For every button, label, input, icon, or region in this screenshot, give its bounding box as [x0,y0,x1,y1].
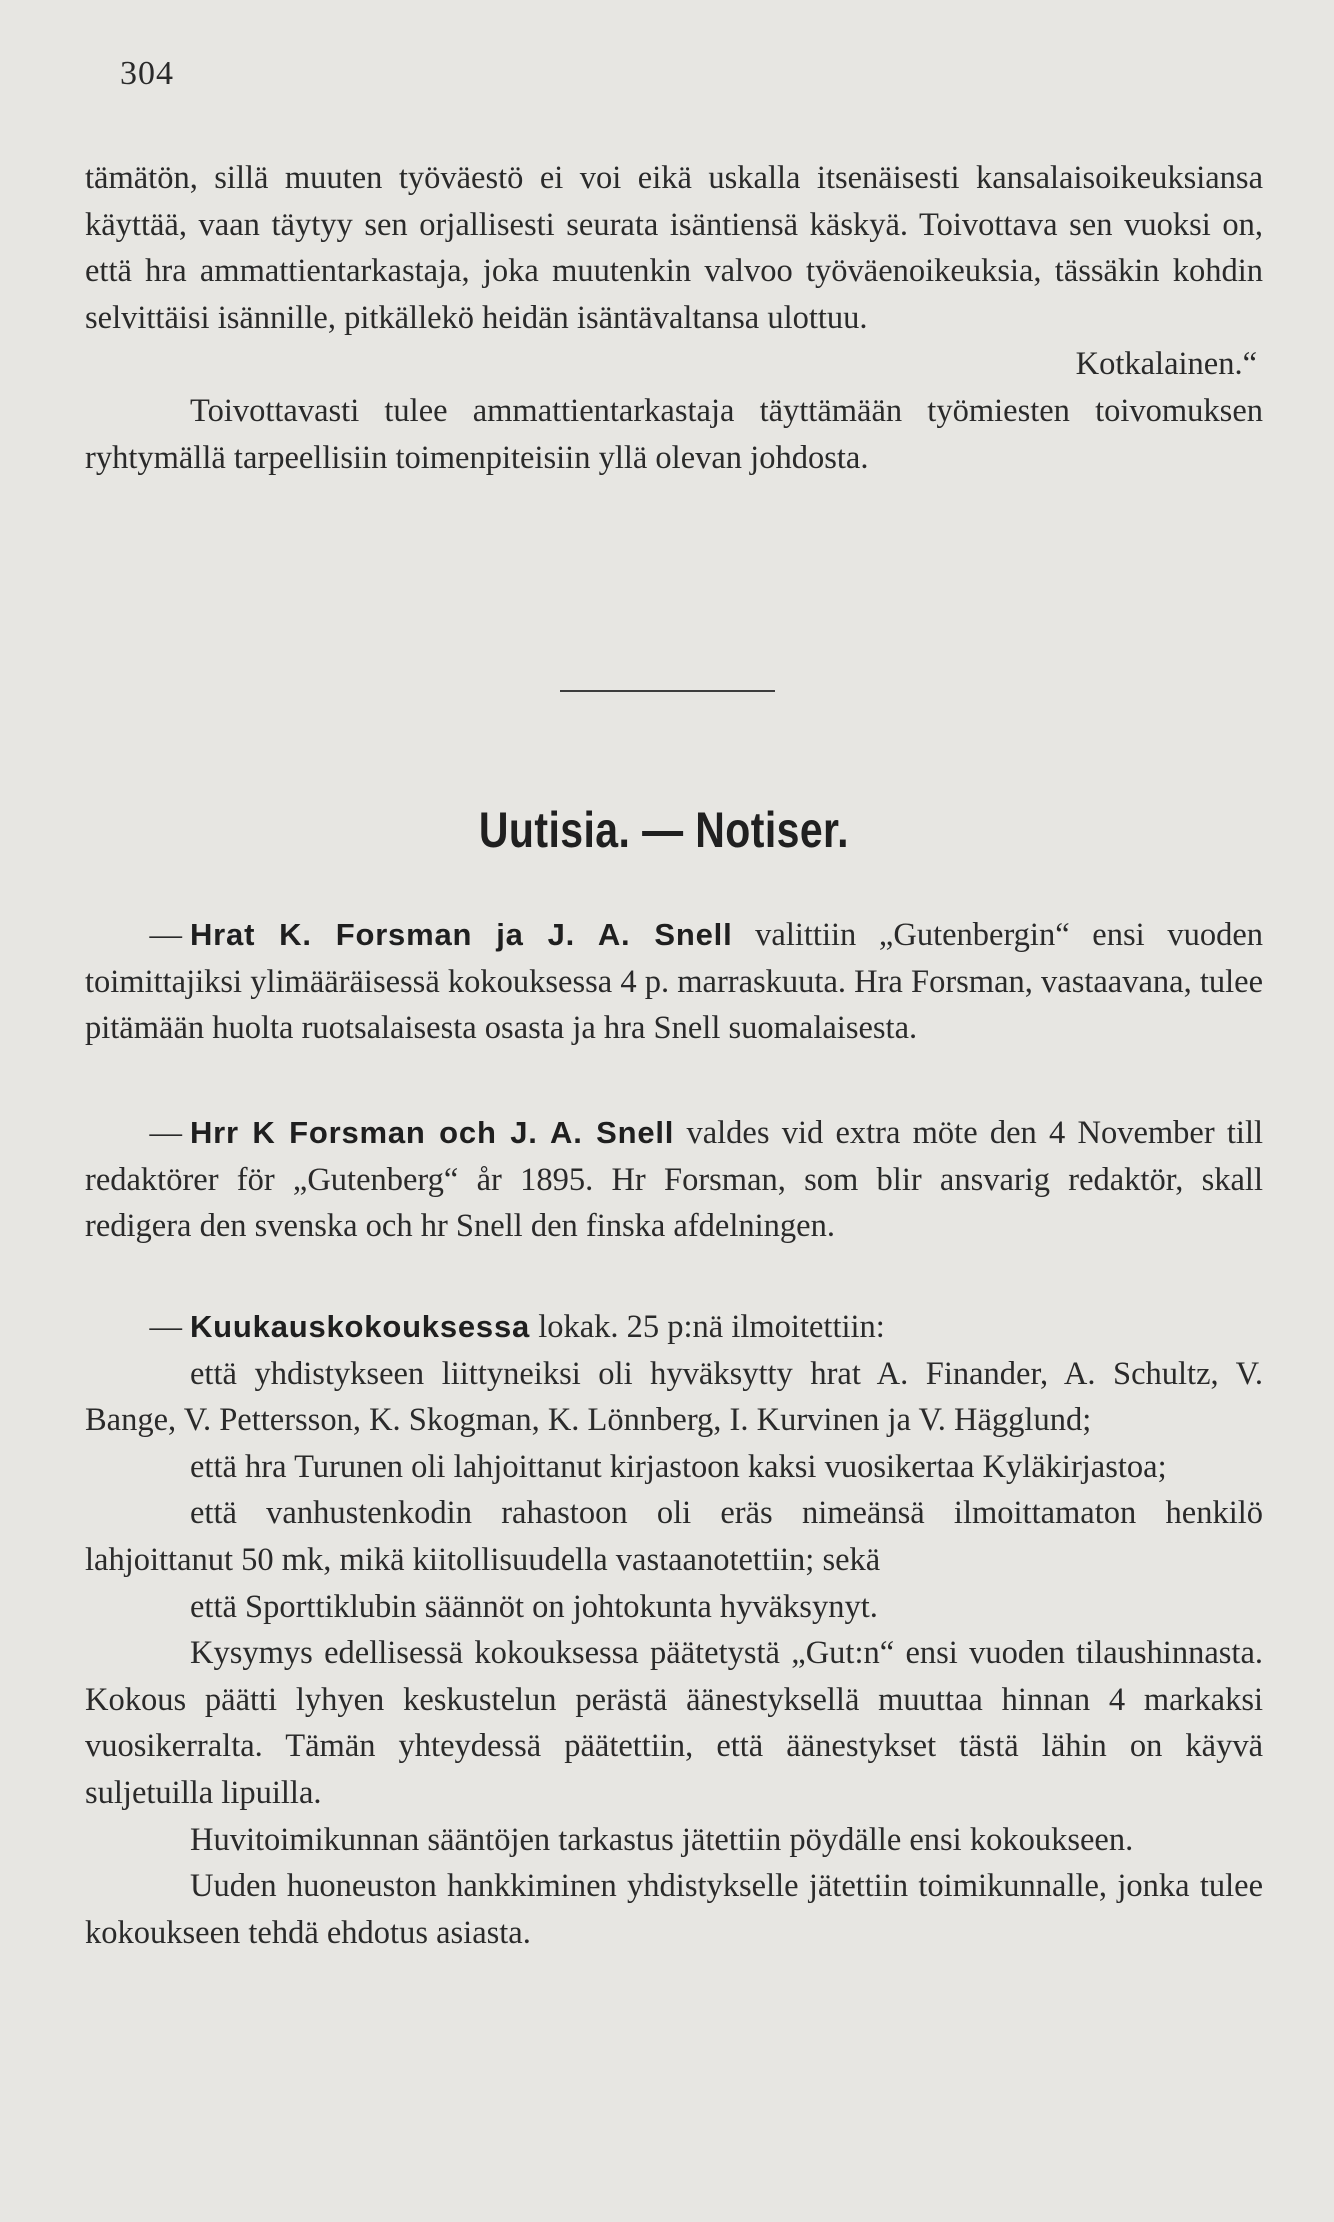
news-item [85,912,1263,1052]
article-paragraph: tämätön, sillä muuten työväestö ei voi eikä uskalla itsenäisesti kansalaisoikeuksiansa käyttää, vaan täytyy sen orjallisesti seurata isäntiensä käskyä. Toivottava sen vuoksi on, että hra ammattientarkastaja, joka muutenkin valvoo työväenoikeuksia, tässäkin kohdin selvittäisi isännille, pitkällekö heidän isäntävaltansa ulottuu. [85,160,1263,336]
meeting-item: Huvitoimikunnan sääntöjen tarkastus jätettiin pöydälle ensi kokoukseen. [190,1821,1134,1858]
news-item [85,1110,1263,1250]
news-dash: — [149,1115,182,1151]
meeting-item: että hra Turunen oli lahjoittanut kirjastoon kaksi vuosikertaa Kyläkirjastoa; [190,1448,1167,1485]
page-number: 304 [120,55,174,92]
continued-article [85,155,1263,481]
news-item [85,1304,1263,1956]
meeting-item: että yhdistykseen liittyneiksi oli hyväksytty hrat A. Finander, A. Schultz, V. Bange, V. Pettersson, K. Skogman, K. Lönnberg, I. Kurvinen ja V. Hägglund; [85,1355,1263,1439]
meeting-item: Kysymys edellisessä kokouksessa päätetystä „Gut:n“ ensi vuoden tilaushinnasta. Kokous päätti lyhyen keskustelun perästä äänestyksellä muuttaa hinnan 4 markaksi vuosikerralta. Tämän yhteydessä päätettiin, että äänestykset tästä lähin on käyvä suljetuilla lipuilla. [85,1635,1263,1811]
editorial-note: Toivottavasti tulee ammattientarkastaja täyttämään työmiesten toivomuksen ryhtymällä tarpeellisiin toimenpiteisiin yllä olevan johdosta. [85,392,1263,476]
news-lead: Hrr K Forsman och J. A. Snell [190,1115,675,1150]
meeting-item: että vanhustenkodin rahastoon oli eräs nimeänsä ilmoittamaton henkilö lahjoittanut 50 mk, mikä kiitollisuudella vastaanotettiin; sekä [85,1495,1263,1578]
meeting-item: Uuden huoneuston hankkiminen yhdistykselle jätettiin toimikunnalle, jonka tulee kokoukseen tehdä ehdotus asiasta. [85,1868,1263,1951]
meeting-item: että Sporttiklubin säännöt on johtokunta hyväksynyt. [190,1588,878,1625]
news-dash: — [149,917,182,953]
news-lead: Hrat K. Forsman ja J. A. Snell [190,917,733,952]
news-body: valittiin „Gutenbergin“ ensi vuoden toimittajiksi ylimääräisessä kokouksessa 4 p. marraskuuta. Hra Forsman, vastaavana, tulee pitämään huolta ruotsalaisesta osasta ja hra Snell suomalaisesta. [85,917,1263,1047]
article-signature: Kotkalainen.“ [1075,346,1257,383]
section-heading: Uutisia. — Notiser. [478,802,849,858]
news-dash: — [149,1309,182,1345]
news-body: valdes vid extra möte den 4 November till redaktörer för „Gutenberg“ år 1895. Hr Forsman, som blir ansvarig redaktör, skall redigera den svenska och hr Snell den finska afdelningen. [85,1115,1264,1245]
news-body: lokak. 25 p:nä ilmoitettiin: [538,1309,885,1345]
section-divider [560,690,775,692]
news-lead: Kuukauskokouksessa [190,1309,531,1344]
